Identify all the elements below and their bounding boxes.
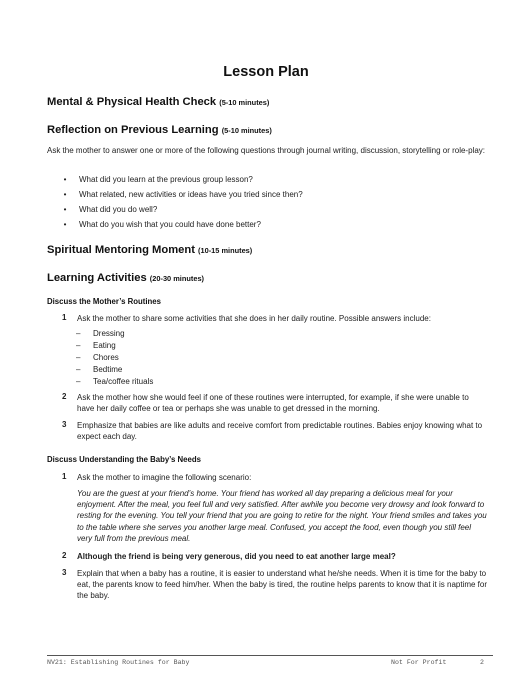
item-number: 3 — [62, 568, 67, 577]
health-check-heading — [47, 96, 269, 108]
spiritual-duration: (10-15 minutes) — [198, 246, 253, 255]
item-text: Ask the mother to imagine the following scenario: — [77, 473, 252, 482]
dash-icon: – — [76, 365, 81, 374]
reflection-bullet-text: What did you do well? — [79, 205, 158, 214]
learning-heading — [47, 272, 204, 284]
item-number: 1 — [62, 472, 67, 481]
health-check-duration: (5-10 minutes) — [219, 98, 270, 107]
sub-list-item-text: Eating — [93, 341, 116, 350]
reflection-bullet-text: What do you wish that you could have done better? — [79, 220, 261, 229]
sub-list-item-text: Bedtime — [93, 365, 123, 374]
bullet-icon: • — [63, 220, 67, 229]
sub-list-item-text: Tea/coffee rituals — [93, 377, 154, 386]
dash-icon: – — [76, 329, 81, 338]
item-number: 1 — [62, 313, 67, 322]
reflection-heading-text: Reflection on Previous Learning — [47, 124, 219, 136]
item-text: Explain that when a baby has a routine, it is easier to understand what he/she needs. When it is time for the baby to eat, the parents know to feed him/her. When the baby is tired, the routine helps parents to know that it is naptime for the baby. — [77, 569, 488, 601]
sub-list-item-text: Chores — [93, 353, 119, 362]
learning-duration: (20-30 minutes) — [149, 274, 205, 283]
sub-heading-baby-needs: Discuss Understanding the Baby’s Needs — [47, 455, 201, 464]
reflection-bullet-text: What did you learn at the previous group lesson? — [79, 175, 253, 184]
item-number: 2 — [62, 392, 67, 401]
item-text: Although the friend is being very generous, did you need to eat another large meal? — [77, 552, 396, 561]
reflection-bullet-text: What related, new activities or ideas have you tried since then? — [79, 190, 303, 199]
dash-icon: – — [76, 353, 81, 362]
item-number: 3 — [62, 420, 67, 429]
page-title: Lesson Plan — [223, 64, 309, 80]
bullet-icon: • — [63, 190, 67, 199]
spiritual-heading — [47, 244, 252, 256]
bullet-icon: • — [63, 175, 67, 184]
dash-icon: – — [76, 377, 81, 386]
item-text: Emphasize that babies are like adults and receive comfort from predictable routines. Babies enjoy knowing what to expect each day. — [77, 421, 483, 442]
sub-heading-routines: Discuss the Mother’s Routines — [47, 297, 161, 306]
sub-list-item-text: Dressing — [93, 329, 125, 338]
reflection-intro: Ask the mother to answer one or more of the following questions through journal writing, discussion, storytelling or role-play: — [47, 146, 485, 155]
footer-divider — [47, 655, 493, 656]
item-number: 2 — [62, 551, 67, 560]
spiritual-heading-text: Spiritual Mentoring Moment — [47, 244, 195, 256]
bullet-icon: • — [63, 205, 67, 214]
item-text: Ask the mother to share some activities that she does in her daily routine. Possible answers include: — [77, 314, 431, 323]
footer-not-for-profit: Not For Profit — [391, 659, 447, 666]
footer-title: NV21: Establishing Routines for Baby — [47, 659, 190, 666]
reflection-heading — [47, 124, 272, 136]
footer-page-number: 2 — [480, 659, 484, 666]
scenario-text: You are the guest at your friend’s home. Your friend has worked all day preparing a delicious meal for your enjoyment. After the meal, you feel full and very satisfied. After awhile you become very drowsy and look forward to resting for the evening. You tell your friend that you are going to retire for the night. Your friend smiles and takes you to the table where she serves you another large meal. Confused, you accept the food, even though you still feel very full from the previous meal. — [77, 489, 487, 543]
reflection-duration: (5-10 minutes) — [221, 126, 272, 135]
health-check-heading-text: Mental & Physical Health Check — [47, 96, 217, 108]
item-text: Ask the mother how she would feel if one of these routines were interrupted, for example, if she were unable to have her daily coffee or tea or perhaps she was unable to get dressed in the morning. — [77, 393, 469, 414]
learning-heading-text: Learning Activities — [47, 272, 147, 284]
dash-icon: – — [76, 341, 81, 350]
